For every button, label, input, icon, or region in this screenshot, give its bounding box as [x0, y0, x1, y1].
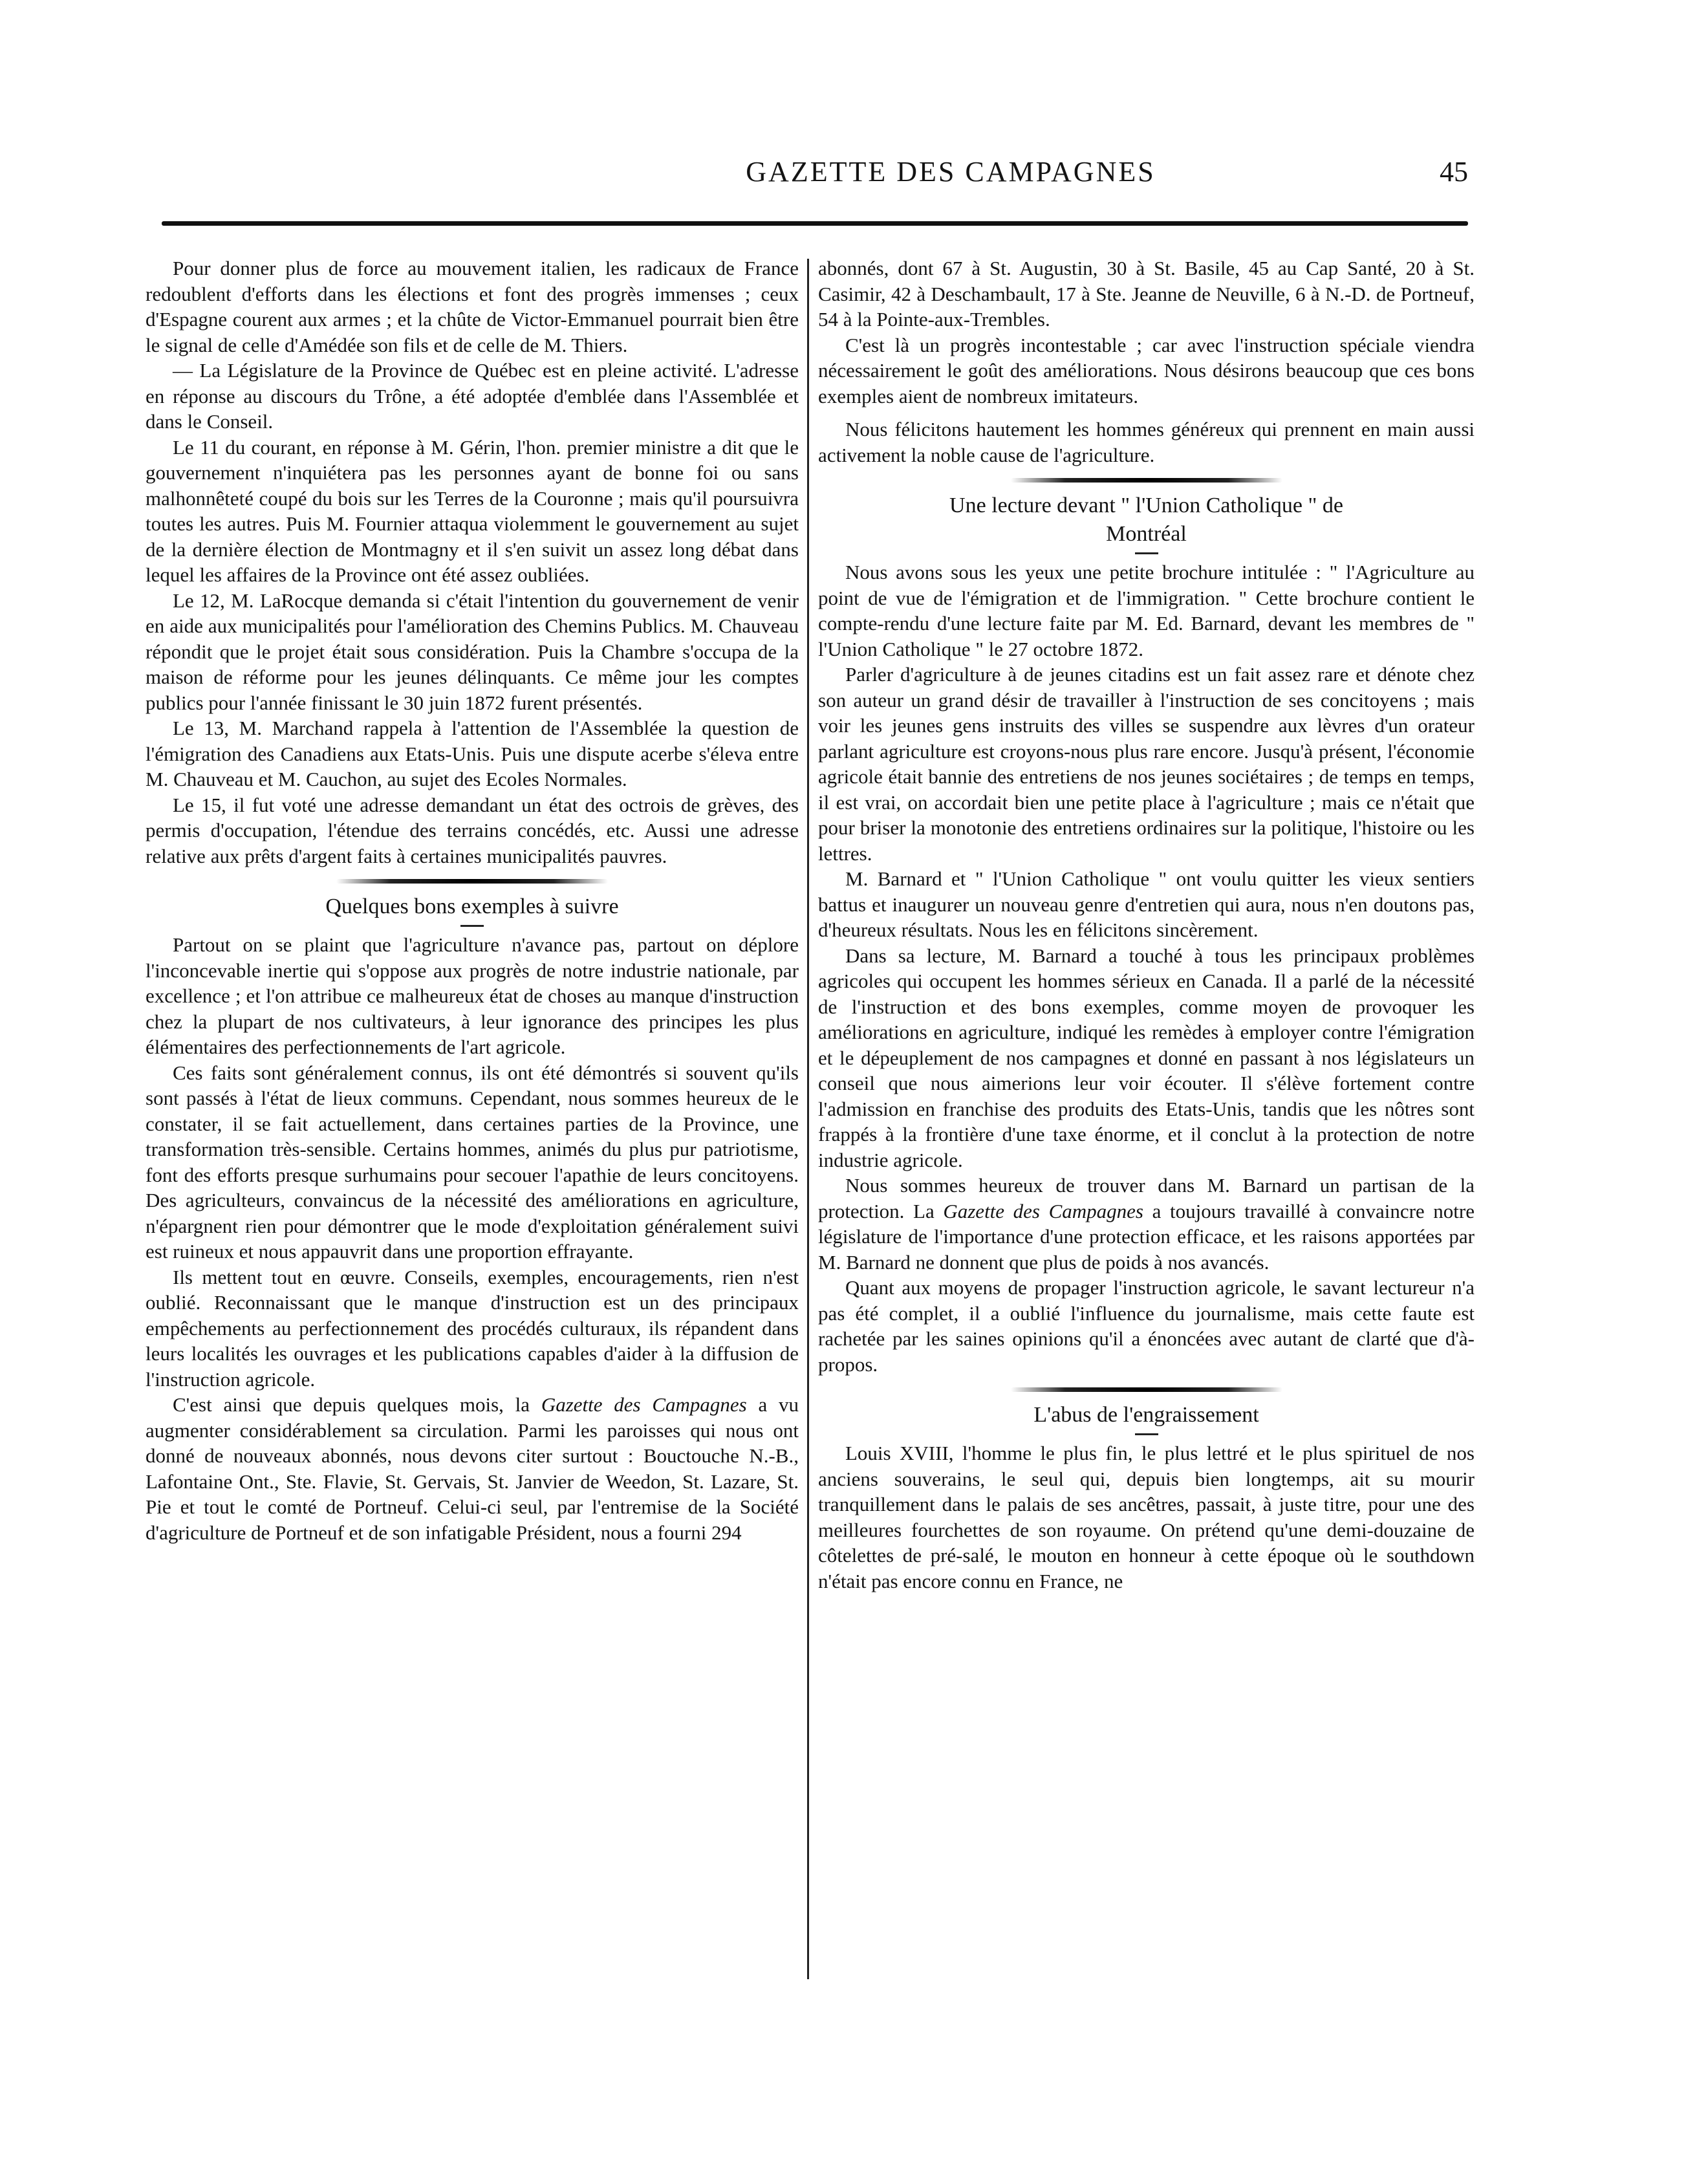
publication-name: Gazette des Campagnes — [541, 1393, 747, 1416]
section-title: Une lecture devant " l'Union Catholique " de — [949, 494, 1343, 517]
article-paragraph: M. Barnard et " l'Union Catholique " ont voulu quitter les vieux sentiers battus et inaugurer un nouveau genre d'entretien qui aura, nous n'en doutons pas, d'heureux résultats. Nous les en félicitons sincèrement. — [818, 867, 1475, 941]
left-column — [146, 255, 799, 1545]
article-paragraph: Dans sa lecture, M. Barnard a touché à tous les principaux problèmes agricoles qui occupent les hommes sérieux en Canada. Il a parlé de la nécessité de l'instruction et des bons exemples, comme moyen de provoquer les améliorations en agriculture, indiqué les remèdes à employer contre l'émigration et le dépeuplement de nos campagnes et donné en passant à nos législateurs un conseil que nous aimerions leur voir écouter. Il s'élève fortement contre l'admission en franchise des produits des Etats-Unis, tandis que les nôtres sont frappés à la frontière d'une taxe énorme, et il conclut à la protection de notre industrie agricole. — [818, 944, 1475, 1171]
section-separator — [1011, 1387, 1282, 1392]
news-paragraph: Le 13, M. Marchand rappela à l'attention de l'Assemblée la question de l'émigration des Canadiens aux Etats-Unis. Puis une dispute acerbe s'éleva entre M. Chauveau et M. Cauchon, au sujet des Ecoles Normales. — [146, 717, 799, 790]
article-paragraph: Ils mettent tout en œuvre. Conseils, exemples, encouragements, rien n'est oublié. Reconnaissant que le manque d'instruction est un des principaux empêchements au perfectionnement des procédés culturaux, ils répandent dans leurs localités les ouvrages et les publications capables d'aider à la diffusion de l'instruction agricole. — [146, 1265, 799, 1391]
publication-name: Gazette des Campagnes — [943, 1199, 1143, 1222]
news-paragraph: Le 11 du courant, en réponse à M. Gérin, l'hon. premier ministre a dit que le gouvernement n'inquiétera pas les personnes ayant de bonne foi ou sans malhonnêteté coupé du bois sur les Terres de la Couronne ; mais qu'il poursuivra toutes les autres. Puis M. Fournier attaqua violemment le gouvernement au sujet de la dernière élection de Montmagny et il s'en suivit un assez long débat dans lequel les affaires de la Province ont été assez oubliées. — [146, 435, 799, 586]
news-paragraph: Le 15, il fut voté une adresse demandant un état des octrois de grèves, des permis d'occupation, l'étendue des terrains concédés, etc. Aussi une adresse relative aux prêts d'argent faits à certaines municipalités pauvres. — [146, 793, 799, 867]
section-separator — [1011, 478, 1282, 483]
news-paragraph: Pour donner plus de force au mouvement italien, les radicaux de France redoublent d'efforts dans les élections et font des progrès immenses ; ceux d'Espagne courent aux armes ; et la chûte de Victor-Emmanuel pourrait bien être le signal de celle d'Amédée son fils et de celle de M. Thiers. — [146, 257, 799, 356]
section-title: Quelques bons exemples à suivre — [325, 895, 619, 918]
section-title-line2: Montréal — [1106, 522, 1187, 546]
article-paragraph: Partout on se plaint que l'agriculture n'avance pas, partout on déplore l'inconcevable inertie qui s'oppose aux progrès de notre industrie nationale, par excellence ; et l'on attribue ce malheureux état de choses au manque d'instruction chez la plupart de nos cultivateurs, à leur ignorance des principes les plus élémentaires des perfectionnements de l'art agricole. — [146, 933, 799, 1058]
section-separator — [336, 879, 608, 884]
running-title: GAZETTE DES CAMPAGNES — [746, 156, 1156, 188]
page-number: 45 — [1440, 156, 1468, 188]
title-dash — [460, 925, 484, 927]
right-column — [818, 255, 1475, 1594]
column-divider — [807, 259, 809, 1979]
text-run: a toujours travaillé à convaincre notre législature de l'importance d'une protection efficace, et les raisons apportées par M. Barnard ne donnent que plus de poids à nos avancés. — [818, 1199, 1475, 1274]
text-run: C'est ainsi que depuis quelques mois, la — [173, 1393, 541, 1416]
article-paragraph — [146, 1392, 799, 1545]
article-paragraph: Nous avons sous les yeux une petite brochure intitulée : " l'Agriculture au point de vue de l'émigration et de l'immigration. " Cette brochure contient le compte-rendu d'une lecture faite par M. Ed. Barnard, devant les membres de " l'Union Catholique " le 27 octobre 1872. — [818, 561, 1475, 660]
article-paragraph: Parler d'agriculture à de jeunes citadins est un fait assez rare et dénote chez son auteur un grand désir de travailler à l'instruction de ses concitoyens ; mais voir les jeunes gens instruits des villes se suspendre aux lèvres d'un orateur parlant agriculture est croyons-nous plus rare encore. Jusqu'à présent, l'économie agricole était bannie des entretiens de nos jeunes sociétaires ; de temps en temps, il est vrai, on accordait bien une petite place à l'agriculture ; mais ce n'était que pour briser la monotonie des entretiens ordinaires sur la politique, l'histoire ou les lettres. — [818, 663, 1475, 865]
article-paragraph — [818, 1173, 1475, 1275]
page-header — [162, 155, 1468, 207]
title-dash — [1135, 1433, 1158, 1435]
article-paragraph: Nous félicitons hautement les hommes généreux qui prennent en main aussi activement la noble cause de l'agriculture. — [818, 418, 1475, 466]
text-run: Nous sommes heureux de trouver dans M. Barnard un partisan de la protection. La — [818, 1174, 1475, 1222]
text-run: a vu augmenter considérablement sa circulation. Parmi les paroisses qui nous ont donné de nouveaux abonnés, nous devons citer surtout : Bouctouche N.-B., Lafontaine Ont., Ste. Flavie, St. Gervais, St. Janvier de Weedon, St. Lazare, St. Pie et tout le comté de Portneuf. Celui-ci seul, par l'entremise de la Société d'agriculture de Portneuf et de son infatigable Président, nous a fourni 294 — [146, 1393, 799, 1544]
article-paragraph: Quant aux moyens de propager l'instruction agricole, le savant lectureur n'a pas été complet, il a oublié l'influence du journalisme, mais cette faute est rachetée par les saines opinions qu'il a énoncées avec autant de clarté que d'à-propos. — [818, 1276, 1475, 1376]
section-title: L'abus de l'engraissement — [1033, 1403, 1259, 1427]
news-paragraph: Le 12, M. LaRocque demanda si c'était l'intention du gouvernement de venir en aide aux municipalités pour l'amélioration des Chemins Publics. M. Chauveau répondit que le projet était sous considération. Puis la Chambre s'occupa de la maison de réforme pour les jeunes délinquants. Ce même jour les comptes publics pour l'année finissant le 30 juin 1872 furent présentés. — [146, 589, 799, 714]
news-paragraph: — La Législature de la Province de Québec est en pleine activité. L'adresse en réponse au discours du Trône, a été adoptée d'emblée dans l'Assemblée et dans le Conseil. — [146, 359, 799, 433]
article-paragraph: Ces faits sont généralement connus, ils ont été démontrés si souvent qu'ils sont passés à l'état de lieux communs. Cependant, nous sommes heureux de le constater, il se fait actuellement, dans certaines parties de la Province, une transformation très-sensible. Certains hommes, animés du plus pur patriotisme, font des efforts presque surhumains pour secouer l'apathie de leurs concitoyens. Des agriculteurs, convaincus de la nécessité des améliorations en agriculture, n'épargnent rien pour démontrer que le mode d'exploitation généralement suivi est ruineux et nous appauvrit dans une proportion effrayante. — [146, 1061, 799, 1263]
article-paragraph: Louis XVIII, l'homme le plus fin, le plus lettré et le plus spirituel de nos anciens souverains, le seul qui, depuis bien longtemps, ait su mourir tranquillement dans le palais de ses ancêtres, passait, à juste titre, pour une des meilleures fourchettes de son royaume. On prétend qu'une demi-douzaine de côtelettes de pré-salé, le mouton en honneur à cette époque où le southdown n'était pas encore connu en France, ne — [818, 1442, 1475, 1592]
article-paragraph: C'est là un progrès incontestable ; car avec l'instruction spéciale viendra nécessairement le goût des améliorations. Nous désirons beaucoup que ces bons exemples aient de nombreux imitateurs. — [818, 333, 1475, 407]
continued-paragraph: abonnés, dont 67 à St. Augustin, 30 à St. Basile, 45 au Cap Santé, 20 à St. Casimir, 42 à Deschambault, 17 à Ste. Jeanne de Neuville, 6 à N.-D. de Portneuf, 54 à la Pointe-aux-Trembles. — [818, 257, 1475, 331]
header-rule — [162, 221, 1468, 226]
spacer — [818, 409, 1475, 417]
title-dash — [1135, 552, 1158, 554]
